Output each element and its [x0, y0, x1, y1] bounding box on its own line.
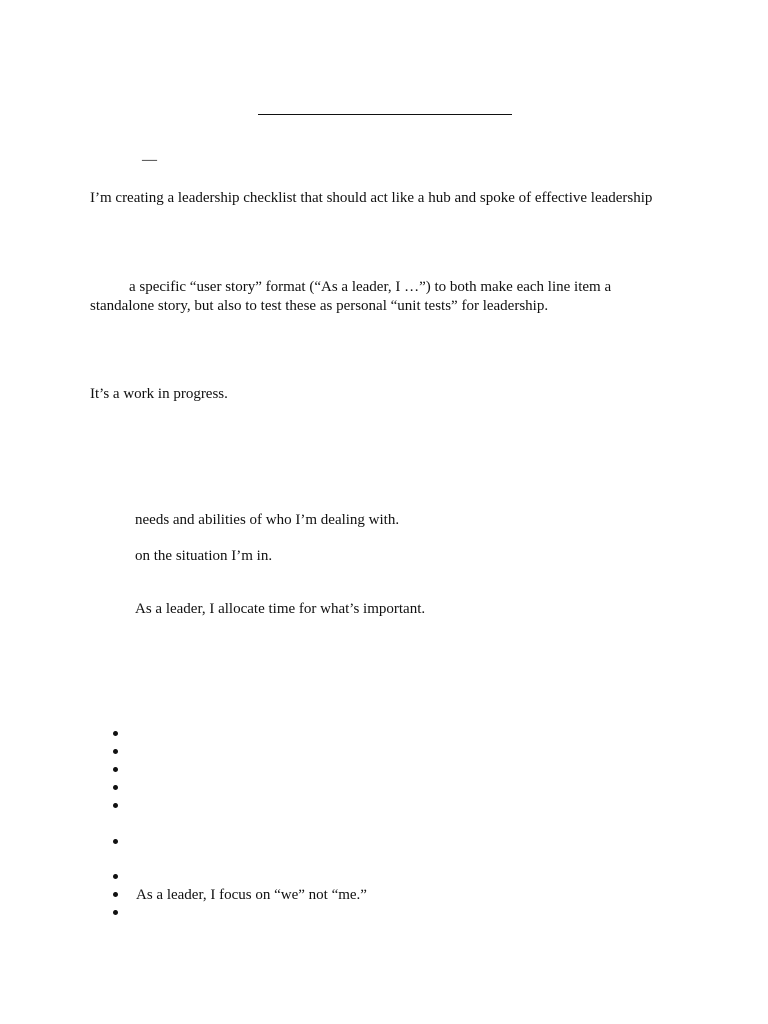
bullet-icon: [113, 785, 118, 790]
bullet-icon: [113, 892, 118, 897]
progress-note: It’s a work in progress.: [90, 386, 228, 402]
list-item: [113, 886, 367, 904]
list-item: [113, 833, 136, 851]
list-item-text: As a leader, I focus on “we” not “me.”: [136, 887, 367, 903]
list-item: [113, 743, 136, 761]
bullet-icon: [113, 839, 118, 844]
checklist-item: on the situation I’m in.: [135, 548, 273, 564]
intro-paragraph: I’m creating a leadership checklist that should act like a hub and spoke of effective leadership: [90, 190, 653, 206]
list-item: [113, 797, 136, 815]
bullet-icon: [113, 874, 118, 879]
list-item: [113, 761, 136, 779]
bullet-icon: [113, 749, 118, 754]
list-item: [113, 904, 136, 922]
checklist-item: As a leader, I allocate time for what’s important.: [135, 601, 426, 617]
em-dash: —: [142, 152, 157, 168]
list-item: [113, 725, 136, 743]
checklist-item: needs and abilities of who I’m dealing with.: [135, 512, 400, 528]
bullet-icon: [113, 910, 118, 915]
format-paragraph-line-2: standalone story, but also to test these as personal “unit tests” for leadership.: [90, 298, 549, 314]
format-paragraph-line-1: a specific “user story” format (“As a leader, I …”) to both make each line item a: [129, 279, 612, 295]
bullet-icon: [113, 767, 118, 772]
bullet-icon: [113, 731, 118, 736]
bullet-icon: [113, 803, 118, 808]
list-item: [113, 868, 136, 886]
list-item: [113, 779, 136, 797]
